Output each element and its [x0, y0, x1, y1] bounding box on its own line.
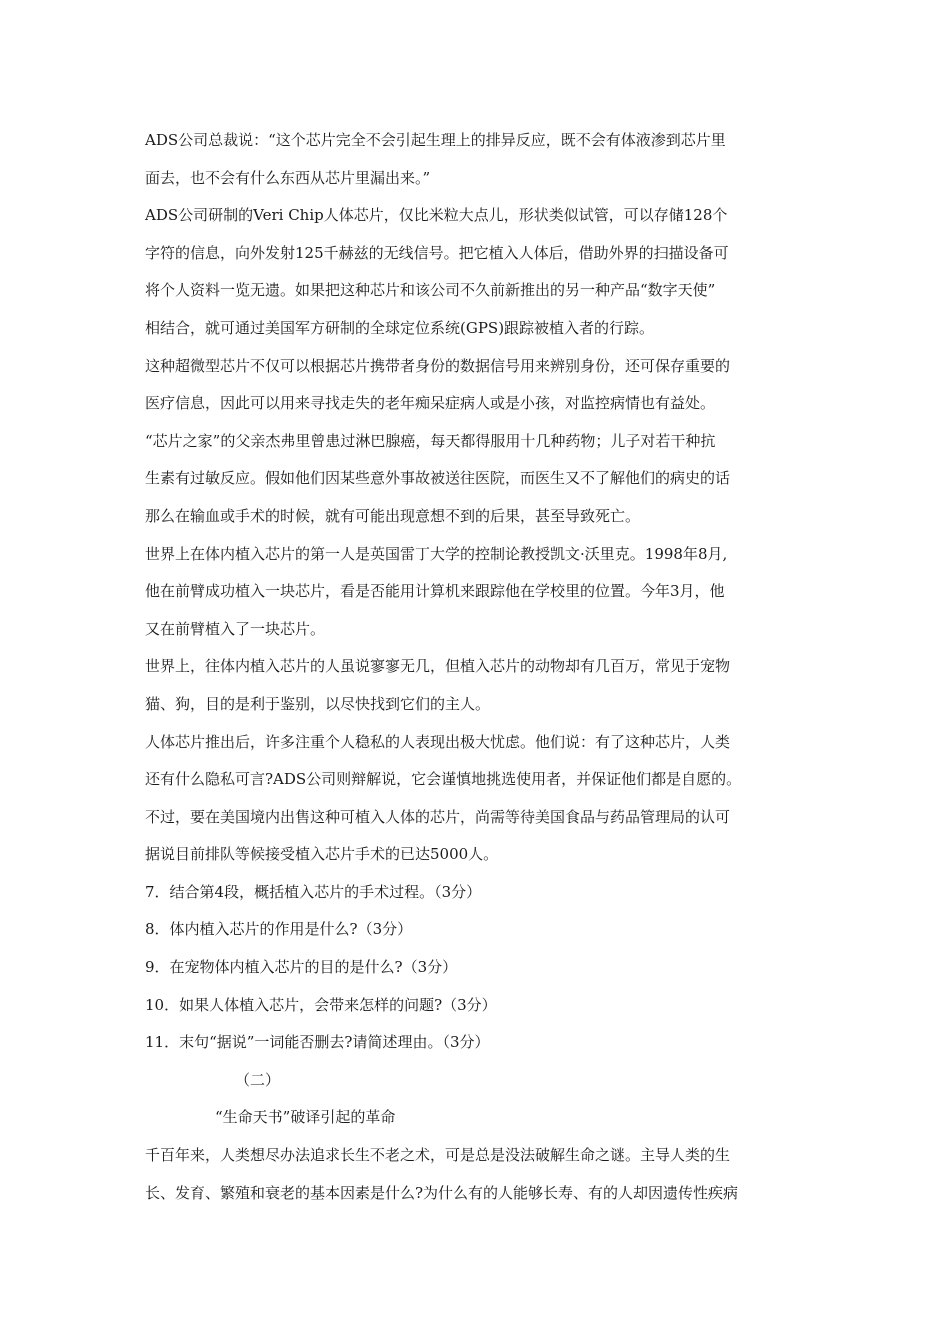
text-line: 猫、狗，目的是利于鉴别，以尽快找到它们的主人。: [145, 694, 491, 713]
text-line: 世界上，往体内植入芯片的人虽说寥寥无几，但植入芯片的动物却有几百万，常见于宠物: [145, 657, 731, 676]
text-line: ADS公司研制的Veri Chip人体芯片，仅比米粒大点儿，形状类似试管，可以存储128个: [145, 206, 728, 225]
paragraph-first-implant: [145, 536, 815, 649]
section-title: “生命天书”破译引起的革命: [215, 1108, 396, 1127]
text-line: 字符的信息，向外发射125千赫兹的无线信号。把它植入人体后，借助外界的扫描设备可: [145, 243, 729, 262]
text-line: 生素有过敏反应。假如他们因某些意外事故被送往医院，而医生又不了解他们的病史的话: [145, 469, 731, 488]
question-list: [145, 874, 815, 1062]
text-line: 据说目前排队等候接受植入芯片手术的已达5000人。: [145, 845, 499, 864]
text-line: 医疗信息，因此可以用来寻找走失的老年痴呆症病人或是小孩，对监控病情也有益处。: [145, 394, 716, 413]
question-item: 7．结合第4段，概括植入芯片的手术过程。（3分）: [145, 882, 482, 901]
paragraph-chip-uses: [145, 348, 815, 423]
text-line: 他在前臂成功植入一块芯片，看是否能用计算机来跟踪他在学校里的位置。今年3月，他: [145, 582, 725, 601]
section-number: （二）: [235, 1070, 281, 1089]
text-line: 长、发育、繁殖和衰老的基本因素是什么?为什么有的人能够长寿、有的人却因遗传性疾病: [145, 1183, 739, 1202]
text-line: 这种超微型芯片不仅可以根据芯片携带者身份的数据信号用来辨别身份，还可保存重要的: [145, 356, 731, 375]
paragraph-privacy-concerns: [145, 724, 815, 799]
document-body: [145, 122, 815, 1212]
question-item: 11．末句“据说”一词能否删去?请简述理由。（3分）: [145, 1033, 490, 1052]
text-line: “芯片之家”的父亲杰弗里曾患过淋巴腺癌，每天都得服用十几种药物；儿子对若干种抗: [145, 431, 716, 450]
text-line: 那么在输血或手术的时候，就有可能出现意想不到的后果，甚至导致死亡。: [145, 506, 641, 525]
text-line: 千百年来，人类想尽办法追求长生不老之术，可是总是没法破解生命之谜。主导人类的生: [145, 1146, 731, 1165]
paragraph-animal-implants: [145, 648, 815, 723]
paragraph-section2-intro: [145, 1137, 815, 1212]
question-item: 10．如果人体植入芯片，会带来怎样的问题?（3分）: [145, 995, 497, 1014]
text-line: 人体芯片推出后，许多注重个人稳私的人表现出极大忧虑。他们说：有了这种芯片，人类: [145, 732, 731, 751]
question-item: 8．体内植入芯片的作用是什么?（3分）: [145, 920, 413, 939]
text-line: 又在前臂植入了一块芯片。: [145, 619, 326, 638]
text-line: 相结合，就可通过美国军方研制的全球定位系统(GPS)跟踪被植入者的行踪。: [145, 318, 655, 337]
text-line: 将个人资料一览无遗。如果把这种芯片和该公司不久前新推出的另一种产品“数字天使”: [145, 281, 716, 300]
paragraph-ads-president-quote: [145, 122, 815, 197]
text-line: 面去，也不会有什么东西从芯片里漏出来。”: [145, 168, 431, 187]
text-line: ADS公司总裁说：“这个芯片完全不会引起生理上的排异反应，既不会有体液渗到芯片里: [145, 131, 726, 149]
text-line: 世界上在体内植入芯片的第一人是英国雷丁大学的控制论教授凯文·沃里克。1998年8月,: [145, 544, 728, 563]
text-line: 还有什么隐私可言?ADS公司则辩解说，它会谨慎地挑选使用者，并保证他们都是自愿的。: [145, 770, 742, 789]
question-item: 9．在宠物体内植入芯片的目的是什么?（3分）: [145, 958, 458, 977]
paragraph-verichip-description: [145, 197, 815, 347]
paragraph-chip-family: [145, 423, 815, 536]
text-line: 不过，要在美国境内出售这种可植入人体的芯片，尚需等待美国食品与药品管理局的认可: [145, 807, 731, 826]
paragraph-fda-approval: [145, 799, 815, 874]
